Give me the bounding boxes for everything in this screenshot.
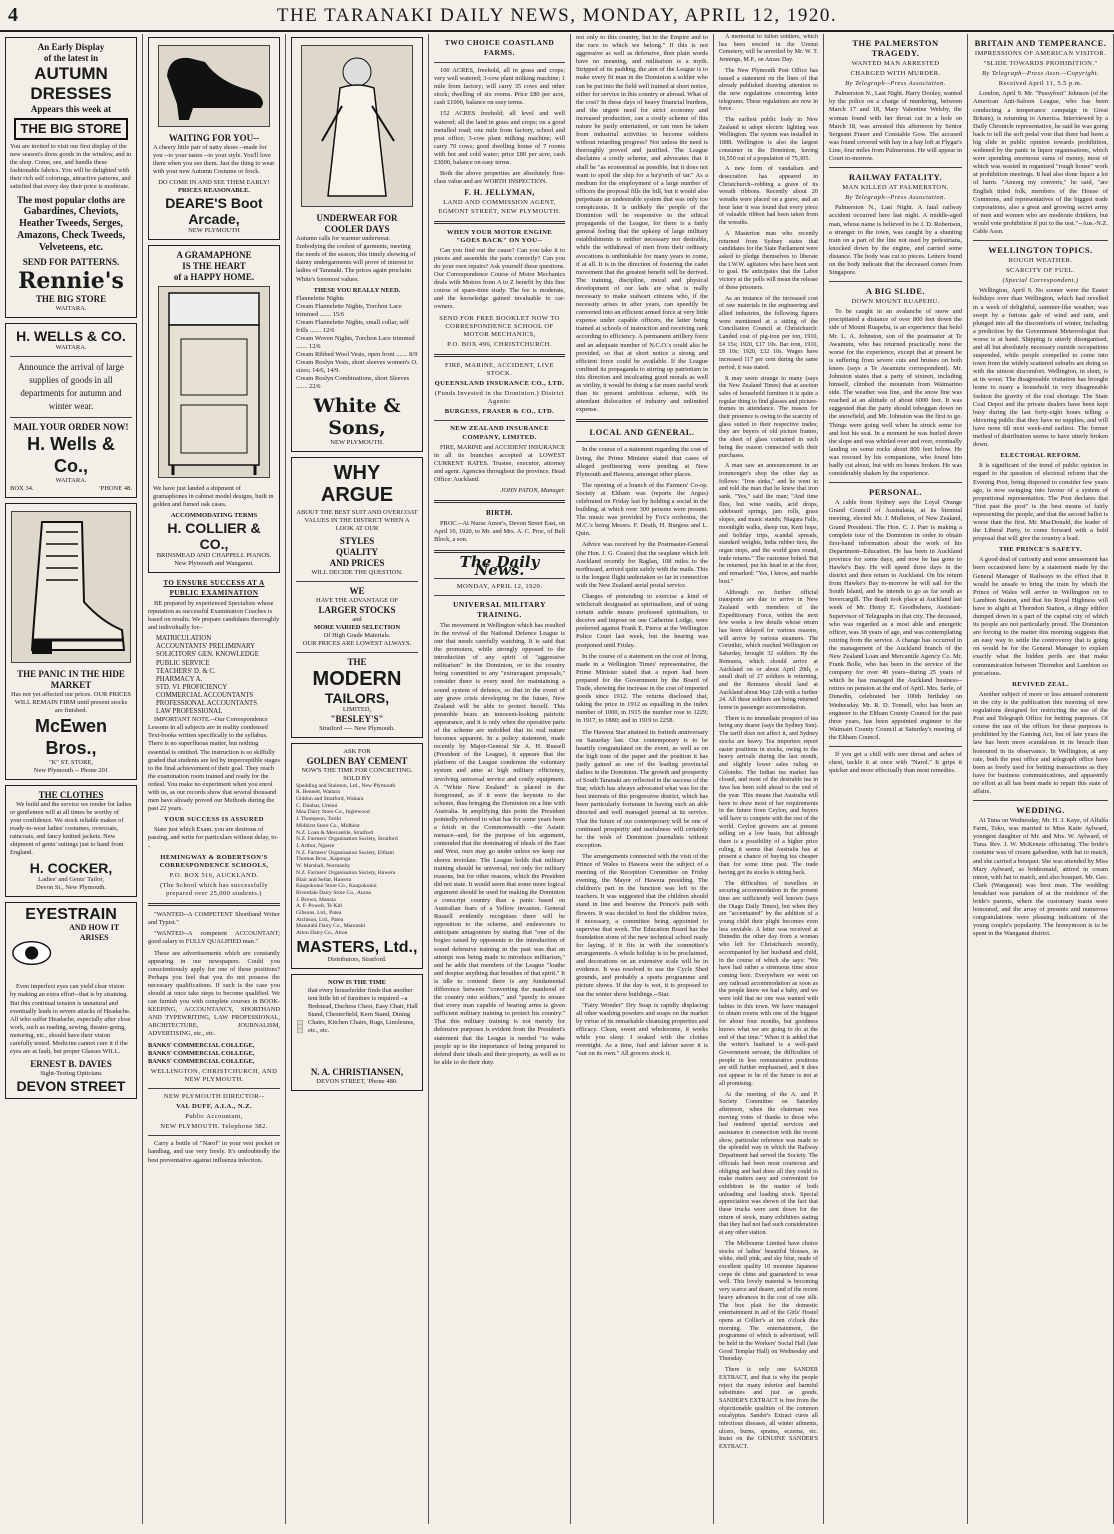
local-item: The arrangements connected with the visit of the Prince of Wales to Hawera were the subject of a meeting of the Reception Committee on Friday evening, the Mayor of Hawera presiding. The children's part in the function was left to the teachers. It was suggested that the children should stand in line and bestrew the Prince's path with flowers. It was decided to feed the children twice, if necessary, a committee being appointed to supervise that work. The Education Board has the foundation stone of the new technical school ready for laying, if it fits in with the committee's arrangements. A whole holiday is to be proclaimed, and decorations on an extensive scale will be in evidence. It was resolved to use the Cycle Shed grounds, and probably a sports programme and picture shows. If the day is wet, it is proposed to use the winter show buildings.--Star.: [576, 852, 708, 998]
column-7: [824, 34, 968, 1524]
ad-body: ABOUT THE BEST SUIT AND OVERCOAT VALUES IN THE DISTRICT WHEN A LOOK AT OUR: [296, 508, 418, 532]
shoe-illustration: [158, 45, 270, 127]
seller-item: A. F. Powell, Te Kiri: [296, 903, 343, 910]
motor-heading: WHEN YOUR MOTOR ENGINE "GOES BACK" ON YOU--: [446, 228, 553, 244]
seller-item: C. Dunbar, Urenui: [296, 802, 338, 809]
exam-item: TEACHERS' D. & C.: [156, 667, 216, 675]
news-item: There is only one SANDER EXTRACT, and that is why the people reject the many inferior and harmful substitutes and just as goods. SANDER'S EXTRACT is free from the objectionable qualities of the common eucalyptus. Sander's Extract cures all infectious diseases, all winter ailments, ulcers, burns, sprains, eczema, etc. Insist on the GENUINE SANDER'S EXTRACT.: [719, 1367, 818, 1451]
ad-state: State just which Exam. you are desirous of passing, and write for particulars without delay, to--: [148, 826, 279, 850]
insurance-line: QUEENSLAND INSURANCE CO., LTD.: [434, 380, 565, 388]
motor-cta: SEND FOR FREE BOOKLET NOW TO CORRESPONDENCE SCHOOL OF MOTOR MECHANICS,: [439, 314, 560, 338]
column-8: [968, 34, 1114, 1524]
ad-body: We build and the service we render for ladies or gentlemen will at all times be worthy of your confidence. We stock reliable makes of ready-to-wear ladies' costumes, overcoats, raincoats, and fancy knitted jackets. New shipment of gents' suitings just to hand from England.: [10, 800, 132, 857]
seller-item: Atchison, Ltd., Patea: [296, 916, 344, 923]
ad-name: White & Sons,: [313, 394, 401, 439]
agent-addr: LAND AND COMMISSION AGENT, EGMONT STREET, NEW PLYMOUTH.: [438, 199, 561, 215]
column-6: [714, 34, 824, 1524]
ad-assured: YOUR SUCCESS IS ASSURED: [164, 816, 264, 824]
ad-body: You are invited to visit our first display of the new season's dress goods in the window, and in the shop. Come, see, and handle these fashionable fabrics. You will be delighted with their rich self colorings, attractive patterns, and satisfied that every day their price is moderate.: [10, 143, 132, 191]
collier-ad: [148, 245, 280, 572]
ad-need: THESE YOU REALLY NEED.: [313, 286, 401, 294]
wellington-heading: WELLINGTON TOPICS.: [988, 245, 1093, 256]
price-item: Cream Flannelette Nights, small collar, self frills ....... 12/6: [296, 318, 409, 334]
ad-line: SOLD BY: [343, 774, 371, 782]
exam-item: COMMERCIAL ACCOUNTANTS: [156, 691, 254, 699]
seller-item: N.Z. Farmers' Organisation Society, Eltham: [296, 849, 394, 856]
electoral-body: It is significant of the trend of public opinion in regard to the question of electoral reform that the Evening Post, being disposed to consider few years ago, is now swinging into favour of a system of proportional representation. The Post declares that "first past the post" is the best means of fairly representing the people, and that the second ballot is worse than the first. Mr. MacDonald, the leader of the Liberal Party, to come forward with a bold proposal that will give the country a lead.: [973, 462, 1108, 543]
ad-body: Autumn calls for warmer underwear. Embodying the coolest of garments, meeting the needs of the season, this timely showing of dainty undergarments will prove of interest to ladies of Taranaki. The prices again proclaim White's foremost values.: [296, 235, 416, 283]
ad-line: An Early Display: [37, 42, 105, 52]
ad-line: HAVE THE ADVANTAGE OF: [316, 596, 398, 604]
seller-item: N.Z. Farmers' Organisation Society, Hawera: [296, 869, 396, 876]
price-item: Cream Roslyn Combinations, short Sleeves ....... 22/6: [296, 374, 410, 390]
ad-heading: UNDERWEAR FOR COOLER DAYS: [316, 213, 398, 235]
ad-line: Of High Grade Materials.: [323, 631, 391, 639]
ad-body: These are advertisements which are constantly appearing in our newspapers. Could you conscientiously apply for one of these positions? Perhaps you feel that you do not possess the necessary qualifications. If such is the case you should at once take steps to become qualified. We can furnish you with complete courses in BOOK-KEEPING, ACCOUNTANCY, SHORTHAND AND TYPEWRITING, LAW PROFESSIONAL, ARCHITECTURE, JOURNALISM, ADVERTISING, etc., etc.: [148, 949, 280, 1038]
ad-name: MASTERS, Ltd.,: [296, 938, 418, 956]
news-item: A new form of vandalism and desecration has appeared in Christchurch--robbing a grave of its wreath ribbons. Recently about 20 wreaths were placed on a grave, and an hour later it was found that every piece of valuable ribbon had been taken from the wreaths.: [719, 166, 818, 227]
ad-heading: of a HAPPY HOME.: [173, 272, 255, 283]
seller-item: Riverdale Dairy Store Co., Auroa: [296, 889, 371, 896]
news-item: There is no immediate prospect of tea being any dearer (says the Sydney Sun). The tariff does not affect it, and Sydney stocks are heavy. Tea importers report easier positions in stocks, owing to the heavy arrivals during the last month, and slightly lower sales ruling in Colombo. The Indian tea market has closed, and most of the desirable tea in Java has been sold ahead to the end of the year. This means that Australia will have to draw most of her requirements in the future from Ceylon, and buyers will have to compete with the rest of the world. Ceylon growers are at present selling on a low basis, but although there is a possibility of a higher price ruling, it seems that Australia has at present a chance of buying tea cheaper than for some time past. The trade having got its stocks is sitting back.: [719, 715, 818, 876]
narol-ad: Carry a bottle of "Narol" in your vest pocket or handbag, and use very freely. It's undoubtedly the best preventative against influenza infection.: [148, 1140, 280, 1164]
personal-heading: PERSONAL.: [869, 487, 922, 498]
ad-line: MAIL YOUR ORDER NOW!: [13, 421, 129, 432]
ad-line: WILL DECIDE THE QUESTION.: [311, 568, 403, 576]
lady-illustration: [301, 45, 413, 207]
ad-name: H. COLLIER & CO.,: [167, 519, 261, 552]
ad-cta: DO COME IN AND SEE THEM EARLY!: [158, 179, 270, 187]
ad-heading: AUTUMN: [34, 64, 108, 83]
ad-trade: Ladies' and Gents' Tailor,: [38, 876, 104, 884]
seller-item: N.Z. Loan & Mercantile, Stratford: [296, 829, 374, 836]
personal-body: A cable from Sydney says the Loyal Orange Grand Council of Australasia, at its biennial meeting, elected Mr. J. Midleton, of New Zealand, Grand President. The Hon. C. J. Parr is making a complete tour of the Dominion in order to obtain first-hand information about the work of his Department--Education. He has been in Auckland province for some days, and now he has gone to Hawke's Bay. He will spend three days in the district and then return to Auckland. On his return from Hawke's Bay to-morrow he will sail for the South Island, and he intends to go as far south as Invercargill. The death took place at Auckland last week of Mr. Henry E. Goodbehere, Assistant-Supervisor of Telegraphs in that city. The deceased, who was regarded as a most able and energetic officer, was 38 years of age, and was contemplating retiring from the service. A change has occurred in the management of the Auckland branch of the New Zealand Loan and Mercantile Agency Co. Mr. Frank Bolle, who has been in the service of the company for over 40 years--during 25 years of which he has managed the Auckland business--retires on pension at the end of April. Mrs. Serle, of Dunedin, celebrated her 100th birthday on Wednesday. Mr. R. D. Tonnell, who has been an engineer to the Eltham County Council for the past three years, has been appointed engineer to the Waimairi County Council at Saturday's meeting of the Eltham Council.: [829, 499, 962, 741]
news-item: A memorial to fallen soldiers, which has been erected in the Urenui Cemetery, will be unveiled by Mr. W. T. Jennings, M.P., on Anzac Day.: [719, 34, 818, 64]
wellington-body: Wellington, April 9. No sooner were the Easter holidays over than Wellington, which had revelled in a week of delightful, summer-like weather, was swept by a furious gale of wind and rain, and plunged into all the discomforts of winter, including a prediction by the Government Meteorologist that worse is at hand. Shipping is utterly disorganised, and all but absolutely necessary outside occupations suspended, while people compelled to come into town from the widely scattered suburbs are doing so with the utmost discomfort. Wellington, in short, is at its worst. The disagreeable visitation has brought home to many a household in very disagreeable fashion the gravity of the coal shortage. The State Coal Depot and the private dealers have been kept busy during the last forty-eight hours telling a shivering public that they have no supplies, and will have none till next week-end earliest. The former method of distribution seems to have utterly broken down.: [973, 287, 1108, 449]
ad-line: of the latest in: [43, 53, 99, 63]
ad-line: WE: [349, 585, 365, 596]
column-2: [143, 34, 286, 1524]
slide-subheading: DOWN MOUNT RUAPEHU.: [851, 298, 940, 306]
revived-body: Another subject of more or less amused comment in the city is the publication this morning of new regulations designed for restricting the use of the Post and Telegraph Office for betting purposes. Of course the use of the offices for these purposes is prohibited by the Gaming Act, but of late years the law has been more scandalous in its breach than honoured in its observance. In Wellington, at any rate, both the post office and telegraph office have been as freely used for betting transactions as they have for business communications, and apparently no effort at all has been made to repair this state of affairs.: [973, 690, 1108, 795]
wellington-credit: (Special Correspondent.): [1002, 277, 1079, 285]
ad-trained: (The School which has successfully prepared over 25,000 students.): [159, 881, 269, 898]
railway-credit: By Telegraph--Press Association.: [845, 194, 946, 202]
page-number: 4: [8, 4, 18, 26]
news-item: Although no further official transports are due to arrive in New Zealand with members of the Expeditionary Force, within the next few weeks a few details whose return has been delayed for various reasons, will arrive by various steamers. The Corinthic, which reached Wellington on Saturday, brought 32 soldiers. By the Remuera, which should arrive at Auckland on or about April 20th, a small draft of 27 soldiers is returning, and the Remuera should land at Auckland about May 12th with a further 24. All these soldiers are being returned home in passenger accommodation.: [719, 589, 818, 712]
gramophone-illustration: [158, 286, 270, 478]
news-item: The difficulties of travellers in securing accommodation in the present time are sufficiently well known (says the Otago Daily Times), but when they are "accentuated" by the addition of a young child their plight becomes even less enviable. A letter was received at Dunedin the other day from a woman who left for Christchurch recently, accompanied by her husband and child, in the course of which she says: "We have had rather a strenuous time since coming here. Everywhere we went on any railroad accommodation as soon as the people knew we had a baby, and we were told that no one was wanted with babies in this town. We have managed to obtain rooms with one of the biggest for about four months, but goodness knows what we are going to do at the end of that time." When it is added that the writer's husband is a well-paid Government servant, the difficulties of people in less remunerative positions are still further emphasised, and it does not appear to be of the future is not at all promising.: [719, 880, 818, 1087]
ad-sub: BRINSMEAD AND CHAPPELL PIANOS.: [156, 551, 272, 559]
ad-name: "BESLEY'S": [330, 713, 384, 724]
exam-item: ACCOUNTANTS' PRELIMINARY: [156, 643, 256, 651]
railway-subheading: MAN KILLED AT PALMERSTON.: [842, 184, 949, 192]
farms-heading: TWO CHOICE COASTLAND FARMS.: [444, 38, 555, 57]
ad-town: WAITARA.: [55, 343, 87, 351]
local-heading: LOCAL AND GENERAL.: [589, 427, 695, 438]
insurance-line: BURGESS, FRASER & CO., LTD.: [444, 408, 555, 416]
tragedy-body: Palmerston N., Last Night. Harry Dooley, wanted by the police on a charge of murdering, between March 17 and 18, Mary Valentine Welsby, the woman found with her throat cut in a hole on March 18, was arrested this afternoon by Senior Sergeant Fraser and Constable Gow. The accused was found covered with hay in a hay loft at Flygar's Line, four miles from Palmerston. He will appear in Court to-morrow.: [829, 90, 962, 163]
insurance-line: FIRE, MARINE, ACCIDENT, LIVE STOCK.: [445, 361, 554, 377]
ad-name: HEMINGWAY & ROBERTSON'S CORRESPONDENCE SCHOOLS,: [159, 853, 269, 869]
price-item: Cream Flannelette Nights, Torchon Lace trimmed ....... 15/6: [296, 302, 402, 318]
exam-item: STD. VI. PROFICIENCY: [156, 683, 228, 691]
ad-addr: Devon St., New Plymouth.: [35, 884, 107, 892]
ad-name: BANKS' COMMERCIAL COLLEGE,: [148, 1057, 255, 1065]
ad-line: The most popular cloths are: [17, 194, 125, 205]
paper-flag: The Daily News.: [459, 552, 540, 579]
farm-item: 100 ACRES, freehold, all in grass and crops; very well watered; 3-cow plant milking machine; 1 mile from factory; will carry 35 cows and other stock; dwelling of six rooms. Price £80 per acre, cash £1000, balance on easy terms.: [434, 67, 565, 107]
railway-heading: RAILWAY FATALITY.: [848, 172, 943, 183]
insurance-line: (Funds Invested in the Dominion.) District Agents:: [434, 390, 565, 406]
exam-item: PUBLIC SERVICE: [156, 659, 210, 667]
agent-name: F. H. JELLYMAN,: [464, 188, 535, 198]
boot-illustration: [11, 511, 131, 663]
rennies-ad: [5, 37, 137, 318]
ad-name: H. Wells & Co.,: [27, 433, 115, 476]
ad-tel: NEW PLYMOUTH. Telephone 382.: [160, 1123, 268, 1131]
ad-line: ASK FOR: [343, 747, 371, 755]
local-item: In the course of a statement on the cost of living, made in a Wellington Times' representative, the Prime Minister stated that a report had been prepared for the Government by the Board of Trade, showing the increase in the cost of imported goods since 1912. The returns disclosed that, taking the price in 1912 as equalling in the index number of 1000, in 1915 the number rose to 1229; in 1917, to 1880; and in 1919 to 2258.: [576, 652, 708, 725]
price-item: Flannelette Nights: [296, 294, 344, 302]
davies-ad: [5, 902, 137, 1099]
ad-heading: EYESTRAIN: [25, 906, 117, 924]
price-item: Cream Roslyn Vests, short sleeves women's O. sizes; 14/6, 14/9.: [296, 358, 418, 374]
ad-wanted: "WANTED--A COMPETENT Shorthand Writer and Typist.": [148, 911, 280, 927]
tragedy-subheading: WANTED MAN ARRESTED: [851, 60, 940, 67]
seller-item: R. Bennett, Waitara: [296, 789, 340, 796]
ad-name: ERNEST B. DAVIES: [30, 1059, 112, 1070]
ad-line: THE: [347, 656, 367, 667]
ad-title: Public Accountant,: [185, 1113, 243, 1121]
ad-quals: Sight-Testing Opticians: [40, 1070, 102, 1078]
ad-body: BE prepared by experienced Specialists whose reputation as successful Examination Coaches is based on results. We prepare candidates thoroughly and individually for--: [148, 599, 280, 632]
seller-list: [296, 783, 418, 937]
ad-heading: ARGUE: [320, 483, 394, 506]
editorial-continued: not only to this country, but to the Empire and to the race to which we belong." If this is not aggressive as well as defensive, then plain words have no meaning, and militarism is a myth. Stripped of its padding, the aim of the League is to make every fit man in the Dominion a soldier who can be put into the field well trained at short notice, either for service in this country or abroad. What of the cost? In these days of heavy financial burdens, and the urgent need for strict economy and increased production, can a costly scheme of this nature be justly entertained, or can men be taken from industrial activities to become soldiers without retarding progress? Not unless the need is thoroughly proved and justified. The League disclaims a costly scheme, and advocates that it shall be "as economical as possible, but it does not want to spoil the ship for a ha'p'orth of tar." As a medium for the employment of a large number of officers the proposal fills the bill, but it would also perpetuate an undesirable system that was only too conspicuous. It is unlikely the people of the Dominion will be responsive to the ethical propaganda of the League, for there is a fairly general feeling that the upkeep of large military establishments is neither necessary nor desirable, while the withdrawal of men from their ordinary avocations is unthinkable for many years to come, if at all. It is in the direction of fostering the cadet movement that the greatest benefit will be derived. The training, discipline, moral and physical development of our lads are what is really necessary to make stalwart citizens who, if the necessity arises in after years, can speedily be converted into an efficient armed force at very little expense under capable officers, the latter being trained at schools of instruction and receiving rank according to efficiency. A permanent artillery force and an adequate number of N.C.O.'s could also be provided, so that at short notice a strong and efficient force could be available. If the League confined its propaganda to stirring up patriotism in this direction and inculcating good morals as well as virility, it would be doing a far more useful work than its present ambitious scheme, with its attendant dislocation of industry and unlimited expense.: [576, 34, 708, 414]
ad-terms: ACCOMMODATING TERMS: [170, 511, 258, 519]
ad-dname: VAL DUFF, A.I.A., N.Z.: [176, 1103, 252, 1111]
cocker-ad: [5, 785, 137, 898]
ad-line: OUR PRICES ARE LOWEST ALWAYS.: [302, 639, 412, 647]
seller-item: J. Thompson, Toriki: [296, 816, 342, 823]
ad-name: McEwen Bros.,: [34, 715, 108, 758]
temperance-subheading: IMPRESSIONS OF AMERICAN VISITOR.: [974, 50, 1107, 57]
exam-item: MATRICULATION: [156, 635, 212, 643]
ad-body: Announce the arrival of large supplies of goods in all departments for autumn and winter wear.: [18, 361, 124, 411]
ad-addr: DEVON STREET: [16, 1078, 126, 1095]
slide-body: To be caught in an avalanche of snow and precipitated a distance of over 800 feet down the side of Mount Ruapehu, is an experience that befel Mr. L. A. Johnston, son of the postmaster at Te Awamutu, who has returned practically none the worse for the experience, except that at present he is suffering from severe cuts and bruises on both knees (says a Te Awamutu correspondent). Mr. Johnston states that a party of sixteen, including himself, climbed the mountain from Waimarino side. The weather was fine, and the snow line was reached at an altitude of about 6000 feet. It was suggested that the party should toboggan down on the snowfield, and Mr. Johnston was the first to go. Things were going well when he struck some ice and lost his seat. In a moment he was hurled down the slope and was whirled over and over, eventually landing on some rocks about 800 feet below. He was rescued by his companions, who found him badly cut about, but with no bones broken. He was considerably shaken by the experience.: [829, 308, 962, 478]
seller-item: Spedding and Stainton, Ltd., New Plymouth: [296, 782, 396, 789]
news-item: At the meeting of the A. and P. Society Committee on Saturday afternoon, when the chairman was moving votes of thanks to those who had rendered special services and assistance in connection with the recent show, particular reference was made to the splendid way in which the Railway Department had served the Society. The officials had been most courteous and obliging and had done all they could to make matters easy and convenient for exhibitors in the matter of both unloading and loading stock. Special appreciation was shown of the fact that these trucks were sent down for the return of stock, many exhibitors stating that they had not had such consideration at any other station.: [719, 1091, 818, 1237]
ad-director: NEW PLYMOUTH DIRECTOR--: [163, 1093, 265, 1100]
nz-insurance-heading: NEW ZEALAND INSURANCE COMPANY, LIMITED.: [450, 425, 549, 441]
ad-wanted: "WANTED--A competent ACCOUNTANT; good salary to FULLY QUALIFIED man.": [148, 930, 280, 946]
seller-item: Giddon and Stratford, Waitara: [296, 796, 364, 803]
local-item: Advice was received by the Postmaster-General (the Hon. J. G. Coates) that the seaplane which left Auckland recently for Raglan, 108 miles to the northward, arrived quite safely with the mails. This is the longest flight undertaken so far in connection with the New Zealand aerial postal service.: [576, 541, 708, 589]
temperance-heading: BRITAIN AND TEMPERANCE.: [974, 38, 1107, 48]
narol-notice: If you get a chill with sore throat and aches of chest, tackle it at once with "Narol." It grips it quicker and more effectually than most remedies.: [829, 751, 962, 775]
nz-insurance-manager: JOHN PATON, Manager.: [500, 487, 565, 495]
ad-body: Has not yet affected our prices. OUR PRICES WILL REMAIN FIRM until present stocks are finished.: [10, 690, 132, 714]
exam-item: PHARMACY A.: [156, 675, 203, 683]
ad-line: STYLES: [339, 535, 375, 546]
ad-name: Rennie's: [18, 267, 124, 294]
ad-heading: IS THE HEART: [182, 261, 246, 272]
ad-town: WAITARA.: [55, 304, 87, 312]
ad-line: QUALITY: [335, 546, 378, 557]
column-4: [429, 34, 571, 1524]
seller-item: J. Arthur, Ngaere: [296, 842, 335, 849]
ad-heading: DRESSES: [30, 84, 112, 103]
exam-item: LAW PROFESSIONAL: [156, 708, 223, 716]
tragedy-subheading: CHARGED WITH MURDER.: [850, 70, 941, 78]
tragedy-credit: By Telegraph--Press Association.: [845, 80, 946, 88]
column-3: [286, 34, 429, 1524]
seller-item: Kaupokonui Store Co., Kaupokonui: [296, 883, 377, 890]
ad-line: THE BIG STORE: [35, 293, 107, 304]
price-list: [296, 295, 418, 391]
ad-town: NEW PLYMOUTH.: [330, 438, 384, 446]
ad-name: BANKS' COMMERCIAL COLLEGE,: [148, 1049, 255, 1057]
ad-heading: GOLDEN BAY CEMENT: [306, 755, 408, 766]
wedding-heading: WEDDING.: [1016, 805, 1065, 816]
white-sons-ad: [291, 37, 423, 452]
ad-line: LIMITED,: [342, 705, 372, 713]
seller-item: Alton Dairy Co., Alton: [296, 930, 348, 937]
ad-body: A cheery little pair of natty shoes --made for you --to your tastes --to your style. You'll love them when you see them. Just the thing to wear with your new Autumn Costume or frock.: [153, 144, 275, 176]
motor-addr: P.O. BOX 496, CHRISTCHURCH.: [447, 340, 552, 348]
column-1: [0, 34, 143, 1524]
wellington-subheading: SCARCITY OF FUEL.: [1005, 267, 1076, 275]
ad-dist: Distributors, Stratford.: [327, 955, 387, 963]
ad-line: LARGER STOCKS: [318, 604, 396, 615]
ad-town: WAITARA.: [55, 476, 87, 484]
ad-note: IMPORTANT NOTE.--Our Correspondence Lessons in all subjects are in reality condensed Text-books written specifically to the syllabus. There is no superfluous matter, but nothing essential is omitted. The instruction is so skilfully graded that students are led by imperceptible stages to the final achievement of their goal. They reach the examination room trained and ready for the ordeal. You make no experiment when you enrol with us, as our records show that several thousand men have already proved our Methods during the past 22 years.: [148, 716, 280, 813]
hemingway-ad: [148, 578, 280, 898]
ad-heading: TAILORS,: [324, 689, 390, 706]
exam-item: PROFESSIONAL ACCOUNTANTS: [156, 699, 257, 707]
mcewen-ad: [5, 503, 137, 780]
ad-body: We have just landed a shipment of gramaphones in cabinet model designs, built in golden and fumed oak cases.: [153, 484, 274, 508]
temperance-credit: By Telegraph--Press Assn.--Copyright.: [981, 70, 1100, 78]
ad-town: NEW PLYMOUTH: [188, 227, 240, 235]
revived-heading: REVIVED ZEAL.: [1012, 680, 1069, 688]
ad-line: SEND FOR PATTERNS.: [22, 256, 120, 267]
ad-town: Stratford ---- New Plymouth.: [319, 724, 395, 732]
masthead: [0, 0, 1114, 32]
news-item: A Masterton man who recently returned from Sydney states that candidates for the State Parliament were asked to pledge themselves to liberate the I.W.W. agitators who have been sent to goal. He anticipates that the Labor victory at the polls will mean the release of these prisoners.: [719, 230, 818, 291]
ad-town: New Plymouth -- Phone 201: [33, 766, 109, 774]
birth-heading: BIRTH.: [485, 509, 514, 518]
ad-box: BOX 34.: [10, 484, 34, 492]
ad-line: Appears this week at: [30, 104, 112, 114]
local-item: "Fairy Wonder" Dry Soap is rapidly displacing all other washing powders and soaps on the market by virtue of its remarkable cleansing properties and efficacy. Clean, sweet and wholesome, it works while you sleep. I soaked with the clothes overnight. As a time, fuel and labour saver it is "out on its own." All grocers stock it.: [576, 1001, 708, 1058]
electoral-heading: ELECTORAL REFORM.: [1000, 452, 1081, 460]
seller-item: Manutahi Dairy Co., Manutahi: [296, 923, 366, 930]
tragedy-heading: THE PALMERSTON TRAGEDY.: [852, 38, 939, 58]
ad-name: H. COCKER,: [29, 860, 113, 877]
temperance-body: London, April 9. Mr. "Pussyfoot" Johnson (of the American Anti-Saloon League, who has been conducting a temperance campaign in Great Britain), is returning to America. Interviewed by a Daily Chronicle representative, he said he was going back to tell the soft pedal vote that there had been a big slide in public opinion towards prohibition, widened by the panic in liquor organisations, which were spending enormous sums of money, most of which was wasted in organised "rough house" work at prohibition meetings. It had also done liquor a lot of harm. "Among my converts," he said, "are English titled folk, members of the House of Commons, and representatives of the biggest trade corporations, also a great and growing secret army of men and women who are moderate drinkers, but would vote prohibition if put to the test."--Aus.-N.Z. Cable Assn.: [973, 90, 1108, 235]
news-item: As an instance of the increased cost of raw materials in the engineering and allied industries, the following figures were mentioned at a sitting of the Conciliation Council at Christchurch: Landed cost of pig-iron per ton, 1910, £4 15s; 1920, £17 10s. Bar iron, 1910, £8 10s; 1920, £32 10s. Wages have increased 117 per cent during the same period, it was stated.: [719, 295, 818, 371]
ad-cloths: Gabardines, Cheviots, Heather Tweeds, Serges, Amazons, Check Tweeds, Velveteens, etc.: [17, 205, 125, 253]
nz-insurance-body: FIRE, MARINE and ACCIDENT INSURANCE in all its branches accepted at LOWEST CURRENT RATES. Trustee, executor, attorney and agent. Agencies throughout the province. Head Office: Auckland.: [434, 443, 565, 484]
ad-name: DEARE'S Boot Arcade,: [165, 195, 263, 228]
besleys-ad: [291, 457, 423, 738]
seller-item: J. Brown, Manaia: [296, 896, 336, 903]
seller-item: Midhirst Store Co., Midhirst: [296, 822, 360, 829]
editorial-heading: UNIVERSAL MILITARY TRAINING.: [453, 599, 546, 619]
ad-heading: WAITING FOR YOU--: [168, 133, 260, 144]
ad-heading: A GRAMAPHONE: [176, 250, 252, 261]
ad-line: and: [352, 615, 362, 623]
banks-ad: [148, 911, 280, 1165]
newspaper-title: THE TARANAKI DAILY NEWS, MONDAY, APRIL 12, 1920.: [276, 5, 838, 26]
ad-heading: THE CLOTHES: [38, 789, 104, 800]
ad-town: New Plymouth and Wanganui.: [174, 559, 254, 567]
news-item: The New Plymouth Post Office has issued a statement on the lines of that already published drawing attention to the new regulations concerning letter telegrams. These regulations are now in force.: [719, 67, 818, 113]
ad-towns: WELLINGTON, CHRISTCHURCH, AND NEW PLYMOUTH.: [150, 1067, 278, 1083]
wedding-body: At Tuna on Wednesday, Mr. H. J. Kaye, of Alfalfa Farm, Toko, was married to Miss Katie Aylward, youngest daughter of Mr. and Mrs. W. Aylward, of Tuna. Rev. J. W. McKenzie officiating. The bride's costume was of cream gabardine, with hat to match, and she carried a bouquet. She was attended by Miss Mary Aylward, as bridesmaid, attired in cream ninon, with hat to match, and also bouquet. Mr. Geo. Clark (Wanganui) was best man. The wedding breakfast was partaken of at the residence of the bride's parents, where the customary toasts were honoured, and the array of presents and numerous congratulations were pleasing indications of the young couple's popularity. The honeymoon is to be spent in the Wanganui district.: [973, 817, 1108, 938]
temperance-subheading: "SLIDE TOWARDS PROHIBITION.": [983, 60, 1098, 68]
farm-item: 152 ACRES freehold; all level and well watered; all the land in grass and crops; on a good metalled road; one mile from factory, school and post office; 3-cow plant milking machine; will carry 70 cows; good dwelling house of 7 rooms with hot and cold water; price £80 per acre, cash £3000, balance on easy terms.: [434, 110, 565, 167]
ad-phone: 'PHONE 48.: [99, 484, 132, 492]
price-item: Cream Ribbed Wool Vests, open front ....... 8/9: [296, 350, 418, 358]
christiansen-ad: [291, 974, 423, 1091]
seller-item: Thomas Bros., Kaponga: [296, 856, 351, 863]
local-item: Charges of pretending to exercise a kind of witchcraft designated as spiritualism, and of using certain subtle means professed spiritualism, to deceive and impose on one Catherine Lodge, were preferred against Frank E. Pierce at the Wellington Police Court last week, but the hearing was postponed until Friday.: [576, 593, 708, 649]
news-item: A man saw an announcement in an ironmonger's shop the other day as follows: "Iron sinks," and he went in and told the man that he knew that iron sank. "Yes," said the man; "And time flies, but wine vaults, acid drops, sideboard springs, jam rolls, grass slopes, and music stands; Niagara Falls, moonlight walks, sheep run, Kent hops, and holiday trips, scandal spreads, standard weights, India rubber tires, the organ stops, and the world goes round, trade returns." The customer bolted. But he returned, put his head in at the door, and remarked: "Yes, I know, and marble bust.": [719, 463, 818, 585]
wellington-subheading: ROUGH WEATHER.: [1008, 257, 1073, 265]
price-item: Cream Woven Nights, Torchon Lace trimmed ....... 12/6: [296, 334, 415, 350]
ad-heading: H. WELLS & CO.: [16, 327, 126, 344]
seller-item: Blair and Sellar, Hawera: [296, 876, 352, 883]
ad-heading: TO ENSURE SUCCESS AT A PUBLIC EXAMINATION: [163, 578, 265, 597]
cement-ad: [291, 743, 423, 969]
ad-addr: "K" ST. STORE,: [48, 758, 94, 766]
railway-body: Palmerston N., Last Night. A fatal railway accident occurred here last night. A middle-aged man, whose name is believed to be J. D. Robertson, a stranger to the town, was caught by a shunting train on a part of the line not used by pedestrians, knocked down by the engine, and carried some distance. The body was cut to pieces. Letters found on the body indicate that the deceased comes from Singapore.: [829, 204, 962, 277]
ad-addr: DEVON STREET, 'Phone 480.: [316, 1077, 398, 1085]
paper-date: MONDAY, APRIL 12, 1920.: [456, 582, 543, 590]
store-logo: THE BIG STORE: [14, 118, 128, 140]
local-item: In the course of a statement regarding the cost of living, the Prime Minister stated that cases of alleged profiteering were pending at New Plymouth and Hawera, amongst other places.: [576, 446, 708, 478]
ad-line: AND PRICES: [329, 557, 385, 568]
news-item: It may seem strange to many (says the New Zealand Times) that at auction sales of household furniture it is quite a regular thing to find glasses and picture-frames in attendance. The reason for their presence is owing to the scarcity of glass suited to their respective trades; they are buyers of old picture frames, the sheet of glass contained in such being the reason connected with their purchases.: [719, 375, 818, 459]
eye-illustration: [10, 923, 53, 983]
deare-ad: [148, 37, 280, 240]
ad-heading: NOW IS THE TIME: [328, 978, 386, 986]
news-item: The Melbourne Limited have choice stocks of ladies' beautiful blouses, in white, shell pink, and sky blue, made of excellent quality 10 momme Japanese crepe de chine and guaranteed to wear well. This lovely material is becoming very scarce and dearer, and of the recent heavy advances in the cost of raw silk. The box plait for the domestic entertainment in aid of the Girls' Hostel opens at Collier's at ten o'clock this morning. The entertainment, the programme of which is advertised, will be held in the Workers' Social Hall (late Good Templar Hall) on Wednesday and Thursday.: [719, 1240, 818, 1363]
seller-item: Gibsons, Ltd., Patea: [296, 910, 342, 917]
exam-item: SOLICITORS' GEN. KNOWLEDGE: [156, 651, 259, 659]
motor-body: Can you find out the cause? Can you take it to pieces and assemble the parts correctly? Can you do your own repairs? Ask yourself these questions. Our Correspondence Course of Motor Mechanics deals with Motors from A to Z benefit by this fine course of spare-time study. The fee is moderate, and the knowledge gained invaluable to car-owners.: [434, 246, 565, 311]
seller-item: N.Z. Farmers' Organisation Society, Stratford: [296, 836, 398, 843]
slide-heading: A BIG SLIDE.: [865, 286, 926, 297]
birth-notice: PROC.--At Nurse Amor's, Devon Street East, on April 10, 1920, to Mr. and Mrs. A. C. Proc, of Bell Block, a son.: [434, 520, 565, 544]
local-item: The opening of a branch of the Farmers' Co-op. Society at Eltham was (reports the Argus) celebrated on Friday last by holding a social in the building, at which over 300 persons were present. The music was provided by Fox's orchestra, the M.C.'s being Messrs. F. Death, H. Burgess and L. Quin.: [576, 481, 708, 538]
temperance-received: Received April 11, 5.5 p.m.: [998, 80, 1083, 88]
ad-name: BANKS' COMMERCIAL COLLEGE,: [148, 1041, 255, 1049]
news-item: The earliest public body in New Zealand to adopt electric lighting was Wellington. The system was installed in 1888. Wellington is also the largest consumer in the Dominion, having 16,550 out of a population of 75,305.: [719, 117, 818, 162]
seller-item: Moa Dairy Store Co., Inglewood: [296, 809, 370, 816]
local-item: The Hawera Star attained its fortieth anniversary on Saturday last. Our contemporary is to be heartily congratulated on the event, as well as on the high tone of the paper and the position it has justly gained as one of the leading provincial dailies in the Dominion. The growth and prosperity of South Taranaki are reflected in the success of the Star, which has always advocated what was for the best interests of this progressive district, which has been particularly fortunate in having such an able directed and well managed journal at its service. That the future of our contemporary will be one of continued prosperity and usefulness will certainly be the wish of Dominion journalists without exception.: [576, 728, 708, 849]
ad-subheading: AND HOW IT ARISES: [69, 923, 120, 943]
column-5: [571, 34, 714, 1524]
ad-body: that every householder finds that another tent little bit of furniture is required --a Bedstead, Duchess Chest, Easy Chair, Hall Stand, Chesterfield, Kern Stand, Dining Chairs, Kitchen Chairs, Rugs, Linoleums, etc., etc.: [307, 986, 418, 1035]
furniture-illustration: [296, 987, 304, 1067]
safety-heading: THE PRINCE'S SAFETY.: [998, 546, 1083, 554]
safety-body: A good deal of curiosity and some amusement has been occasioned here by a statement made by the General Manager of Railways to the effect that it would be unsafe to bring the train by which the Prince of Wales will arrive in Wellington on to Lambton Station, and that his Royal Highness will have to alight at Thorndon Station, a dingy edifice dumped down in a part of the capital city of which its people are not particularly proud. The Dominion are forcing to the matter this morning suggests that an easy way to settle the controversy that is going on would be for the General Manager to explain exactly what the hidden perils are that make communication between Thorndon and Lambton so precarious.: [973, 556, 1108, 677]
ad-addr: P.O. BOX 516, AUCKLAND.: [169, 871, 259, 879]
wells-ad: [5, 323, 137, 498]
farm-note: Both the above properties are absolutely first-class value and are WORTH INSPECTION.: [434, 170, 565, 186]
ad-body: Even imperfect eyes can yield clear vision by making an extra effort--that is by straining. But this continual tension is unnatural and eventually leads to severe attacks of Headache. All who suffer Headache, especially after close work, such as reading, sewing, theatre-going, motoring, etc., should have their vision carefully tested. Medicine cannot cure it if the eyes are at fault, but proper Glasses WILL.: [10, 983, 131, 1056]
exam-list: [148, 635, 280, 716]
ad-name: N. A. CHRISTIANSEN,: [310, 1066, 404, 1077]
ad-heading: MODERN: [312, 667, 402, 690]
editorial-body: The movement in Wellington which has resulted in the revival of the National Defence League is one that needs carefully watching. It is said that the promoters, while strongly opposed to the introduction of any spirit of "aggressive militarism" in the Dominion, or to the country being committed to any "extravagant proposals," consider there is every need for maintaining a sound system of defence, so that in the event of any grave crisis developing in the future, New Zealand will be able to protect herself. This preamble bears an innocent-looking patriotic appearance, and it is only when the operative parts of the scheme are unfolded that its real nature becomes apparent. In a policy statement, made recently by Major-General Sir A. H. Russell (President of the League), it appears that the platform of the League condemns the voluntary system and aims at high military efficiency, involving universal service and costly equipment. A "White New Zealand" is placed in the foreground, as if it were the keynote to the scheme, thus bringing the Dominion on a line with Australia. In amplifying this point the President pointedly referred to what has for some years been a fetish in the Commonwealth --the Asiatic menace--and, for the purpose of his argument, contended that the dominating of ideals of the East and West, ours may go under unless we keep our shores inviolate. The League holds that military training should be universal, not only for military reasons, but for other reasons, which the President did not state. It would seem that some more logical argument should be used for making the Dominion a conscript country than a panic based on Australian fears of a Yellow invasion. General Russell evidently recognises there will be opposition to the scheme, and endeavours to anticipate antagonism by stating that "one of the bogies raised by opponents to the introduction of sound defensive training in the past was that an attempt was being made to introduce militarism," and he adds that members of the League "loathe and despise anything that breathes of that spirit." It is idle to contend there is any fundamental difference between "converting the manhood of the country into soldiers," and "purely to ensure that every man capable of bearing arms is given sufficient military training to protect his country." That this military training is not merely for defensive purposes is evident from the President's statement that the League is needed "to wake people up to the importance of being prepared to defend their ideals and their property, as well as to be able to do their duty.: [434, 621, 565, 1066]
ad-heading: THE PANIC IN THE HIDE MARKET: [17, 668, 125, 690]
ad-prices: PRICES REASONABLE.: [178, 187, 250, 195]
ad-line: MORE VARIED SELECTION: [313, 623, 401, 631]
seller-item: W. Marshall, Normanby: [296, 863, 351, 870]
ad-heading: WHY: [333, 461, 381, 484]
ad-line: NOW'S THE TIME FOR CONCRETING.: [301, 766, 413, 774]
